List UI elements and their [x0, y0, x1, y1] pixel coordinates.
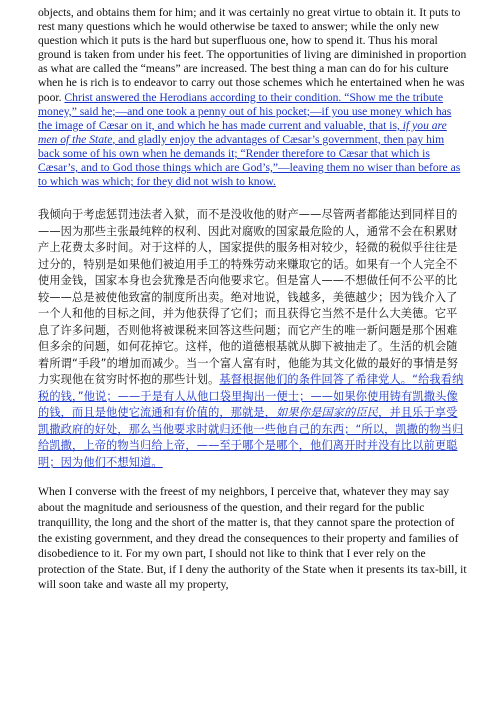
english-link-emphasis: if you are men of the State: [38, 118, 447, 146]
english-paragraph-2: [38, 484, 468, 593]
chinese-link-emphasis: 如果你是国家的臣民: [276, 406, 379, 420]
english-herodians-link[interactable]: [38, 91, 460, 189]
chinese-link-part-1: 基督根据他们的条件回答了希律党人。“给我看纳税的钱，”他说；——于是有人从他口袋里掏出一便士；——如果你使用铸有凯撒头像的钱，而且是他使它流通和有价值的，那就是，: [38, 373, 464, 420]
english-paragraph-1-text: objects, and obtains them for him; and it was certainly no great virtue to obtain it. It puts to rest many questions which he would otherwise be taxed to answer; while the only new question which it puts is the hard but superfluous one, how to spend it. Thus his moral ground is taken from under his feet. The opportunities of living are diminished in proportion as what are called the “means” are increased. The best thing a man can do for his culture when he is rich is to endeavor to carry out those schemes which he entertained when he was poor.: [38, 6, 467, 104]
english-link-part-2: , and gladly enjoy the advantages of Cæsar’s government, then pay him back some of his own when he demands it; “Render therefore to Cæsar that which is Cæsar’s, and to God those things which are God’s,”—leaving them no wiser than before as to which was which; for they did not wish to know.: [38, 132, 461, 189]
english-link-part-1: Christ answered the Herodians according to their condition. “Show me the tribute money,” said he;—and one took a penny out of his pocket;—if you use money which has the image of Cæsar on it, and which he has made current and valuable, that is,: [38, 90, 452, 132]
chinese-paragraph: [38, 207, 468, 471]
english-paragraph-1: [38, 6, 468, 189]
document-page: [38, 6, 468, 593]
chinese-paragraph-text: 我倾向于考虑惩罚违法者入狱，而不是没收他的财产——尽管两者都能达到同样目的——因为那些主张最纯粹的权利、因此对腐败的国家最危险的人，通常不会在积累财产上花费太多时间。对于这样的人，国家提供的服务相对较少，轻微的税似乎往往是过分的，特别是如果他们被迫用手工的特殊劳动来赚取它的话。如果有一个人完全不使用金钱，国家本身也会犹豫是否向他要求它。但是富人——不想做任何不公平的比较——总是被使他致富的制度所出卖。绝对地说，钱越多，美德越少；因为钱介入了一个人和他的目标之间，并为他获得了它们；而且获得它当然不是什么大美德。它平息了许多问题，否则他将被课税来回答这些问题；而它产生的唯一新问题是那个困难但多余的问题，如何花掉它。这样，他的道德根基就从脚下被抽走了。生活的机会随着所谓“手段”的增加而减少。当一个富人富有时，他能为其文化做的最好的事情是努力实现他在贫穷时怀抱的那些计划。: [38, 208, 459, 387]
chinese-link-part-2: ，并且乐于享受凯撒政府的好处，那么当他要求时就归还他一些他自己的东西；“所以，凯撒的物当归给凯撒，上帝的物当归给上帝，——至于哪个是哪个，他们离开时并没有比以前更聪明；因为他们不想知道。: [38, 406, 464, 469]
english-paragraph-2-text: When I converse with the freest of my neighbors, I perceive that, whatever they may say about the magnitude and seriousness of the question, and their regard for the public tranquillity, the long and the short of the matter is, that they cannot spare the protection of the existing government, and they dread the consequences to their property and families of disobedience to it. For my own part, I should not like to think that I ever rely on the protection of the State. But, if I deny the authority of the State when it presents its tax-bill, it will soon take and waste all my property,: [38, 485, 467, 592]
chinese-herodians-link[interactable]: [38, 373, 463, 469]
